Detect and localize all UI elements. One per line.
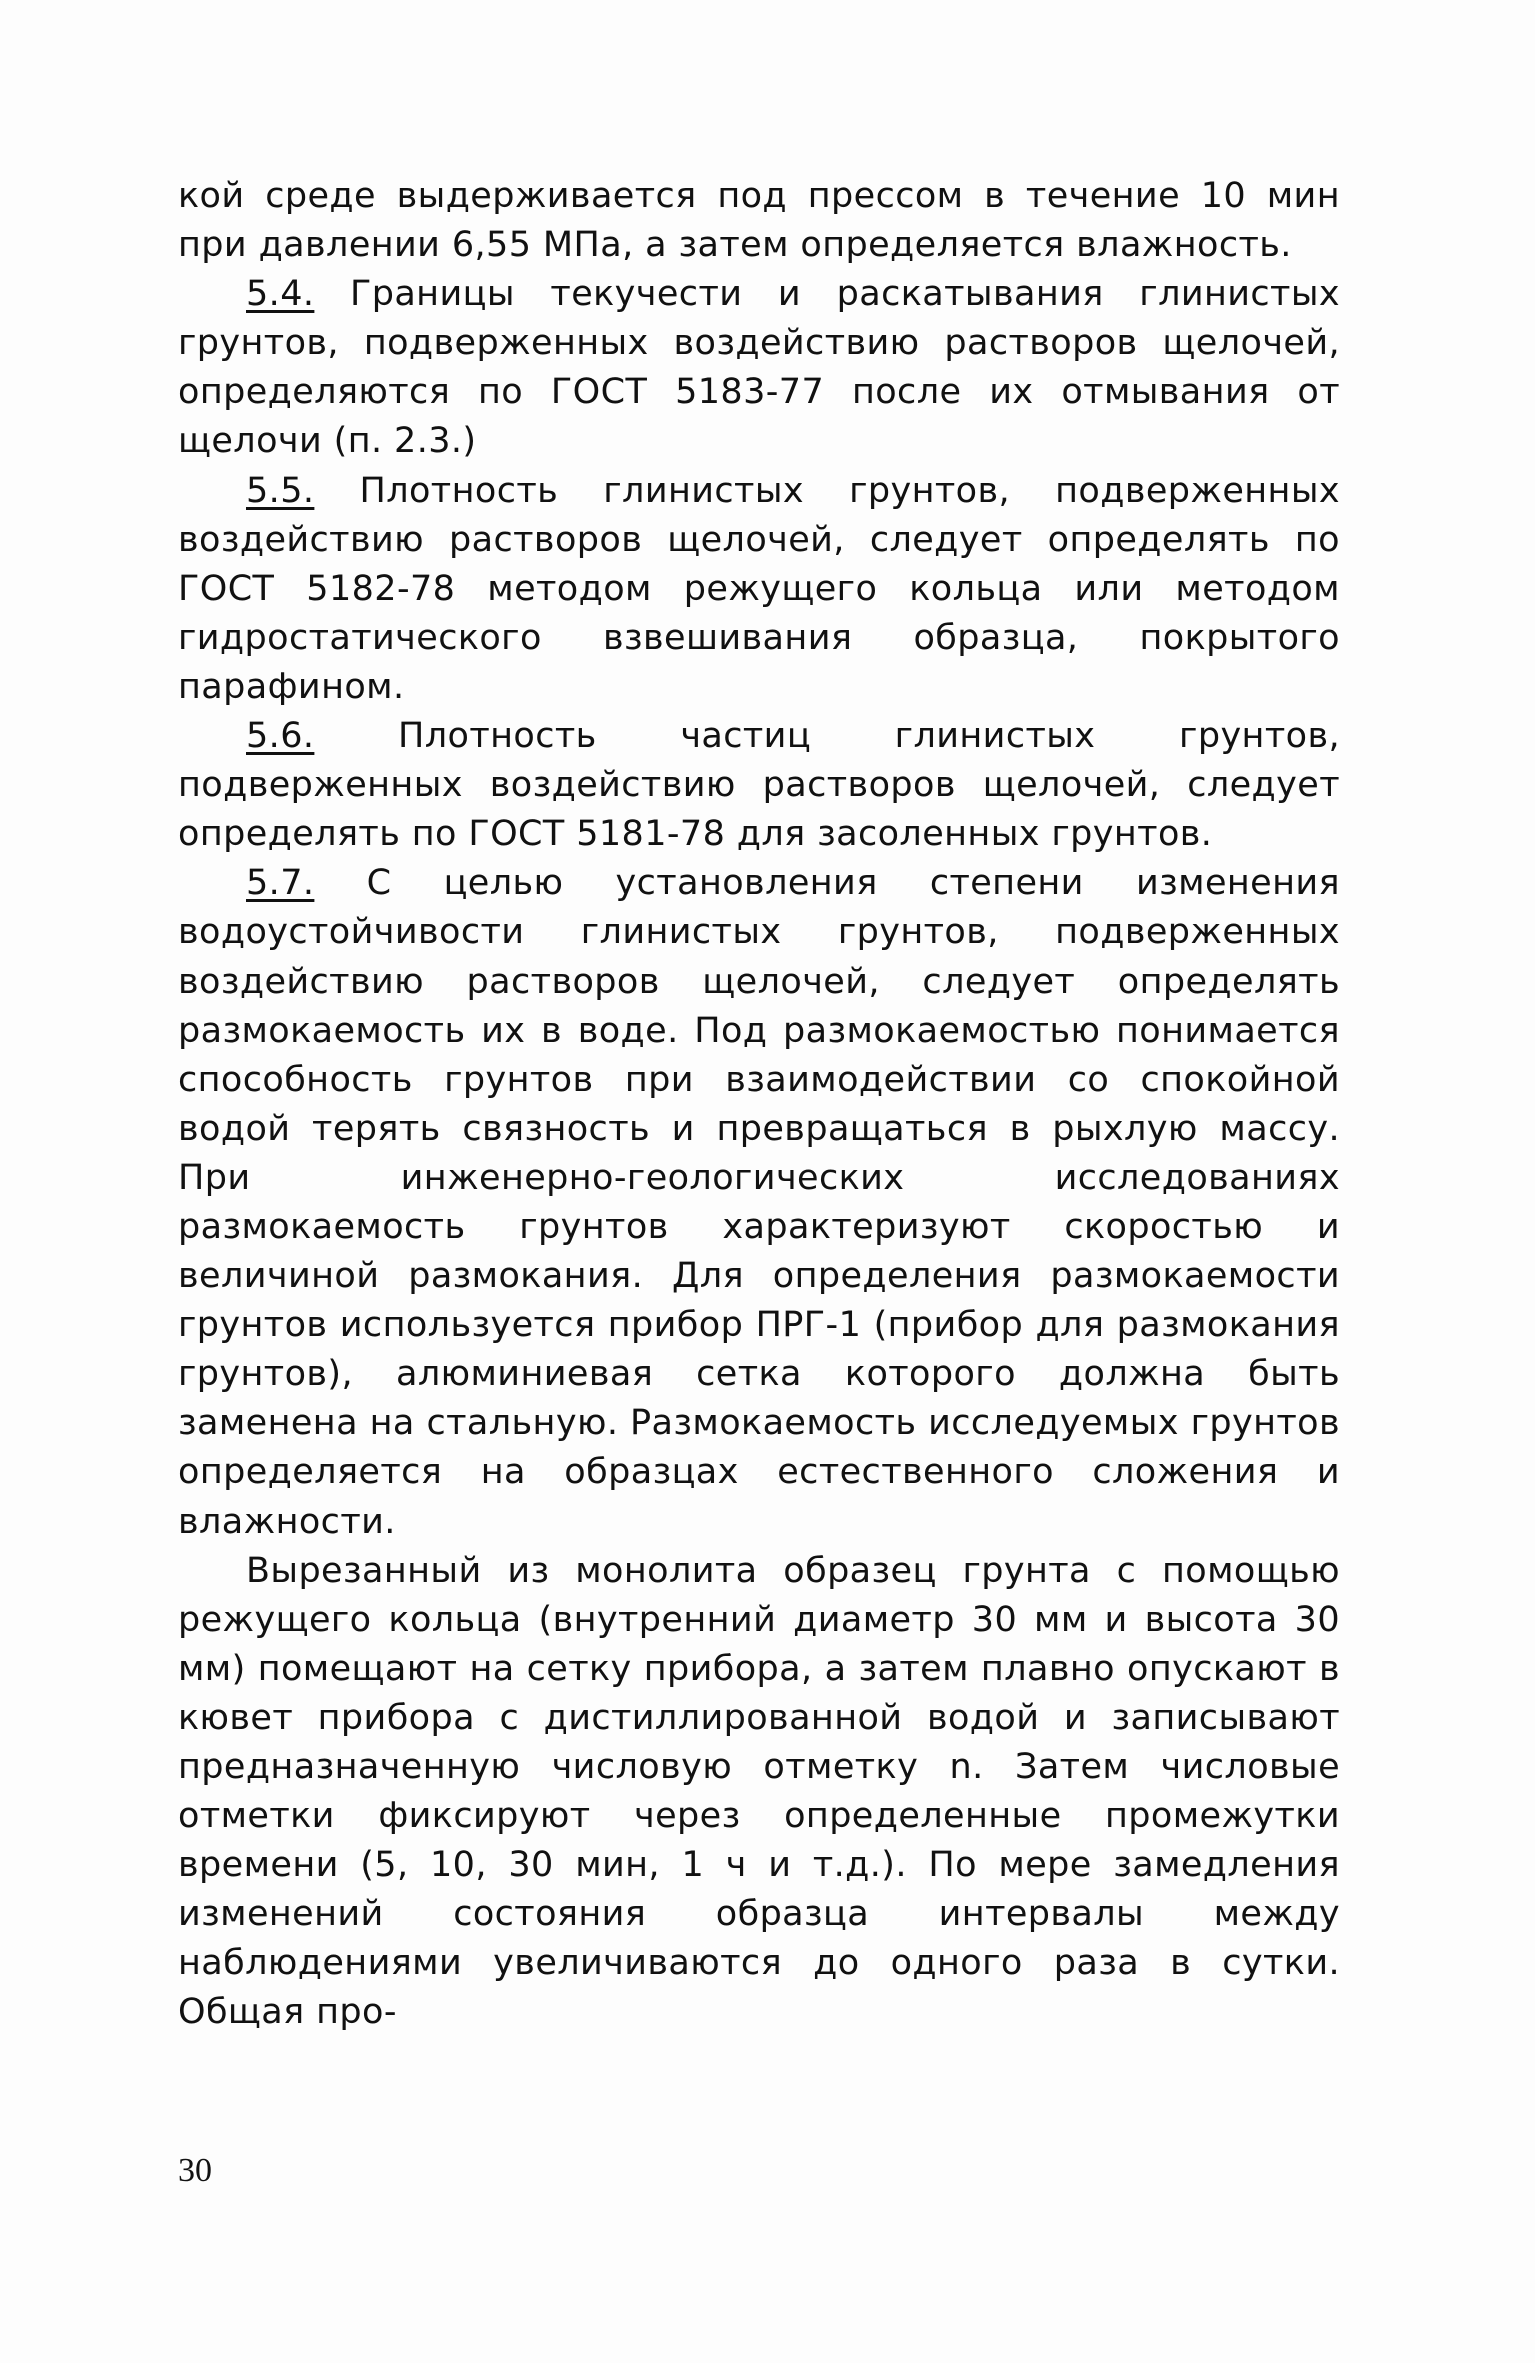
paragraph-5-4 — [178, 270, 1340, 466]
paragraph-5-6 — [178, 712, 1340, 859]
paragraph-text: Плотность глинистых грунтов, подверженных воздействию растворов щелочей, следует определять по ГОСТ 5182-78 методом режущего кольца или методом гидростатического взвешивания образца, покрытого парафином. — [178, 470, 1340, 707]
paragraph-text: С целью установления степени изменения водоустойчивости глинистых грунтов, подверженных воздействию растворов щелочей, следует определять размокаемость их в воде. Под размокаемостью понимается способность грунтов при взаимодействии со спокойной водой терять связность и превращаться в рыхлую массу. При инженерно-геологических исследованиях размокаемость грунтов характеризуют скоростью и величиной размокания. Для определения размокаемости грунтов используется прибор ПРГ-1 (прибор для размокания грунтов), алюминиевая сетка которого должна быть заменена на стальную. Размокаемость исследуемых грунтов определяется на образцах естественного сложения и влажности. — [178, 863, 1340, 1542]
clause-number: 5.7. — [246, 863, 315, 904]
paragraph-procedure — [178, 1547, 1340, 2038]
paragraph-text: Плотность частиц глинистых грунтов, подверженных воздействию растворов щелочей, следует определять по ГОСТ 5181-78 для засоленных грунтов. — [178, 716, 1340, 855]
clause-number: 5.6. — [246, 716, 315, 757]
clause-number: 5.4. — [246, 274, 315, 315]
paragraph-5-7 — [178, 859, 1340, 1546]
paragraph-continuation — [178, 172, 1340, 270]
clause-number: 5.5. — [246, 470, 315, 511]
paragraph-text: Границы текучести и раскатывания глинистых грунтов, подверженных воздействию растворов щелочей, определяются по ГОСТ 5183-77 после их отмывания от щелочи (п. 2.3.) — [178, 274, 1340, 462]
paragraph-text: Вырезанный из монолита образец грунта с помощью режущего кольца (внутренний диаметр 30 мм и высота 30 мм) помещают на сетку прибора, а затем плавно опускают в кювет прибора с дистиллированной водой и записывают предназначенную числовую отметку n. Затем числовые отметки фиксируют через определенные промежутки времени (5, 10, 30 мин, 1 ч и т.д.). По мере замедления изменений состояния образца интервалы между наблюдениями увеличиваются до одного раза в сутки. Общая про- — [178, 1550, 1340, 2033]
paragraph-text: кой среде выдерживается под прессом в течение 10 мин при давлении 6,55 МПа, а затем определяется влажность. — [178, 176, 1340, 266]
paragraph-5-5 — [178, 467, 1340, 712]
body-text — [178, 172, 1340, 2038]
page-number: 30 — [178, 2152, 212, 2189]
